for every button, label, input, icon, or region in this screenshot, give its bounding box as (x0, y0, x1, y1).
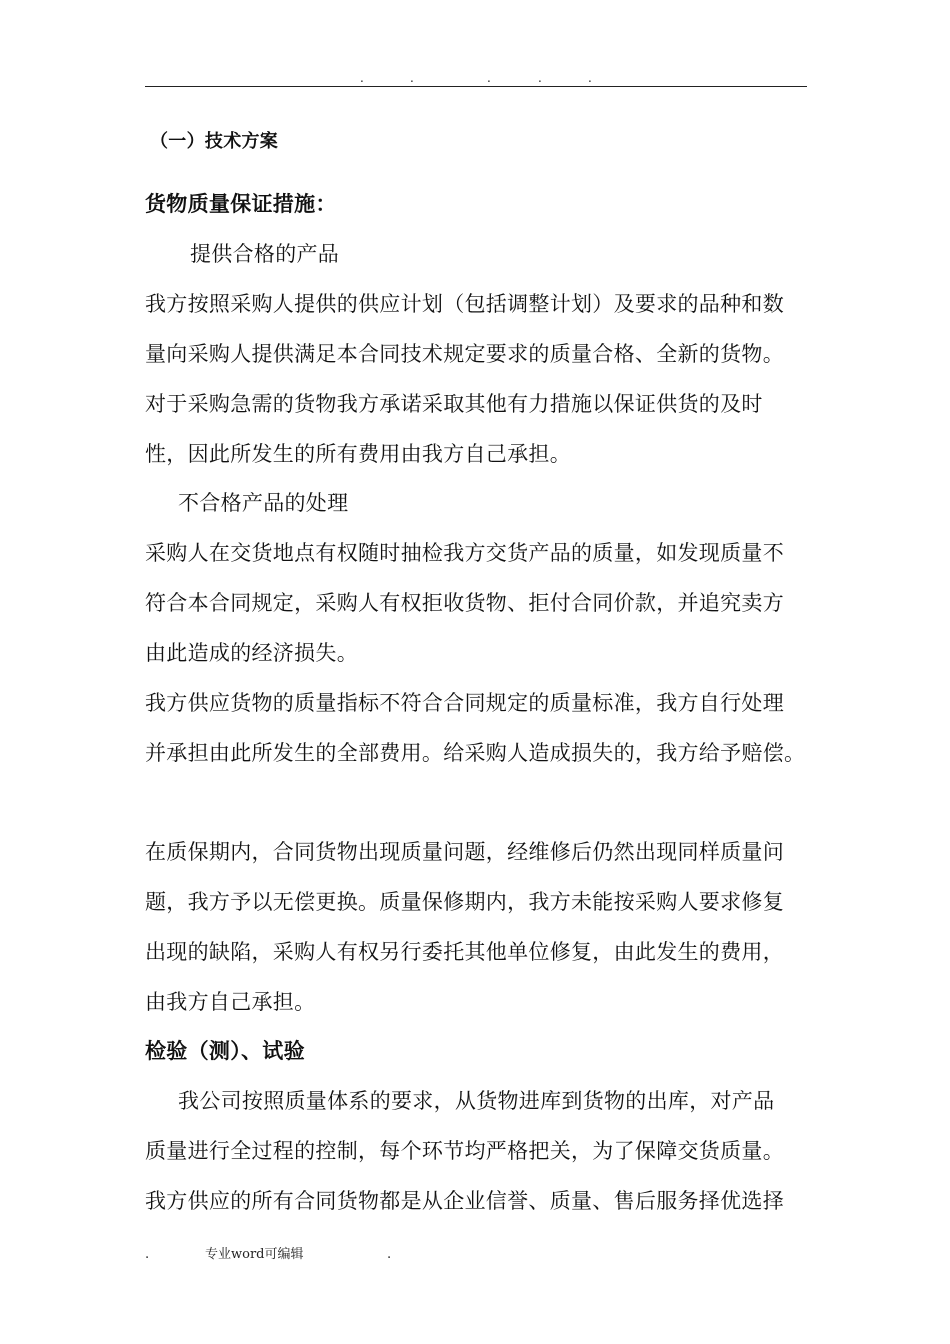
paragraph-line: 由此造成的经济损失。 (145, 641, 358, 665)
footer-dot-right: . (387, 1247, 392, 1262)
paragraph-line: 对于采购急需的货物我方承诺采取其他有力措施以保证供货的及时 (145, 392, 763, 416)
paragraph-line: 性，因此所发生的所有费用由我方自己承担。 (145, 442, 571, 466)
header-dot: . (410, 71, 414, 85)
paragraph-line: 我方供应货物的质量指标不符合合同规定的质量标准，我方自行处理 (145, 691, 784, 715)
header-dot: . (487, 71, 491, 85)
footer-text: 专业word可编辑 (205, 1247, 304, 1262)
paragraph-line: 出现的缺陷，采购人有权另行委托其他单位修复，由此发生的费用， (145, 940, 784, 964)
paragraph-line: 我方供应的所有合同货物都是从企业信誉、质量、售后服务择优选择 (145, 1189, 784, 1213)
heading-inspection: 检验（测）、试验 (145, 1039, 305, 1063)
subheading-qualified-products: 提供合格的产品 (190, 242, 340, 266)
paragraph-line: 并承担由此所发生的全部费用。给采购人造成损失的，我方给予赔偿。 (145, 741, 806, 765)
paragraph-line: 由我方自己承担。 (145, 990, 316, 1014)
paragraph-line: 我公司按照质量体系的要求，从货物进库到货物的出库，对产品 (178, 1089, 775, 1113)
paragraph-line: 质量进行全过程的控制，每个环节均严格把关，为了保障交货质量。 (145, 1139, 784, 1163)
paragraph-line: 量向采购人提供满足本合同技术规定要求的质量合格、全新的货物。 (145, 342, 784, 366)
header-dot: . (588, 71, 592, 85)
header-dot: . (538, 71, 542, 85)
header-dot: . (360, 71, 364, 85)
subheading-unqualified-handling: 不合格产品的处理 (178, 491, 349, 515)
section-title: （一）技术方案 (150, 131, 279, 152)
paragraph-line: 采购人在交货地点有权随时抽检我方交货产品的质量，如发现质量不 (145, 541, 784, 565)
paragraph-line: 题，我方予以无偿更换。质量保修期内，我方未能按采购人要求修复 (145, 890, 784, 914)
paragraph-line: 符合本合同规定，采购人有权拒收货物、拒付合同价款，并追究卖方 (145, 591, 784, 615)
footer-dot-left: . (145, 1247, 150, 1262)
header-dots (145, 72, 807, 86)
paragraph-line: 在质保期内，合同货物出现质量问题，经维修后仍然出现同样质量问 (145, 840, 784, 864)
paragraph-line: 我方按照采购人提供的供应计划（包括调整计划）及要求的品种和数 (145, 292, 784, 316)
header-rule (145, 86, 807, 87)
heading-quality-measures: 货物质量保证措施： (145, 192, 337, 216)
